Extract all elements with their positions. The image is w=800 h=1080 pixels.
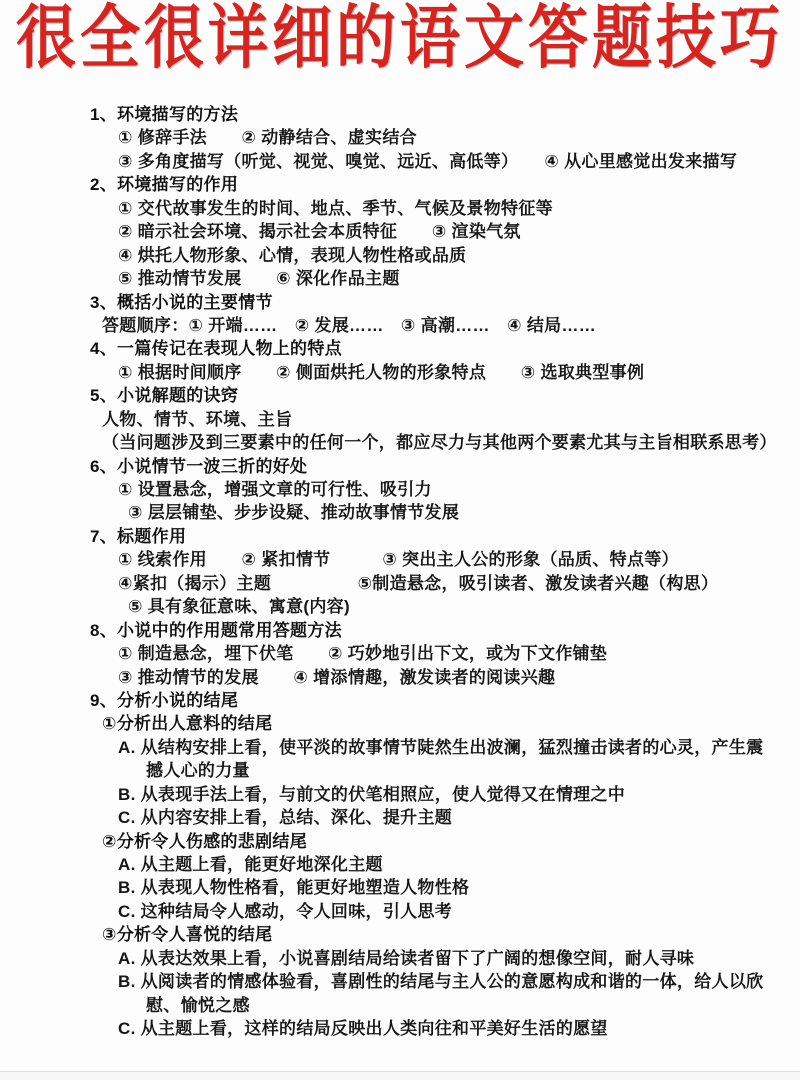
text-line: ① 交代故事发生的时间、地点、季节、气候及景物特征等 [118,198,553,218]
text-line: A. 从表达效果上看，小说喜剧结局给读者留下了广阔的想像空间，耐人寻味 [118,948,695,968]
content [90,103,790,1041]
section-heading: 3、概括小说的主要情节 [90,292,273,312]
text-line: ① 制造悬念，埋下伏笔 ② 巧妙地引出下文，或为下文作铺垫 [118,644,608,664]
text-line: A. 从主题上看，能更好地深化主题 [118,855,383,874]
section-heading: 9、分析小说的结尾 [90,690,239,710]
section [90,103,790,173]
section [90,173,790,290]
text-line: B. 从阅读者的情感体验看，喜剧性的结尾与主人公的意愿构成和谐的一体，给人以欣 [118,972,764,992]
text-line: ⑤ 推动情节发展 ⑥ 深化作品主题 [118,269,400,289]
text-line: ② 暗示社会环境、揭示社会本质特征 ③ 渲染气氛 [118,222,521,242]
section-heading: 7、标题作用 [90,526,187,546]
text-line: ⑤ 具有象征意味、寓意(内容) [128,597,350,617]
section-heading: 8、小说中的作用题常用答题方法 [90,620,342,640]
section [90,455,790,525]
text-line: ③ 推动情节的发展 ④ 增添情趣，激发读者的阅读兴趣 [118,667,556,687]
text-line: ① 设置悬念，增强文章的可行性、吸引力 [118,480,432,499]
text-line: 慰、愉悦之感 [146,995,250,1015]
section-heading: 2、环境描写的作用 [90,175,239,195]
text-line: ③ 多角度描写（听觉、视觉、嗅觉、远近、高低等） ④ 从心里感觉出发来描写 [118,151,738,171]
text-line: C. 从主题上看，这样的结局反映出人类向往和平美好生活的愿望 [118,1019,608,1039]
text-line: C. 从内容安排上看，总结、深化、提升主题 [118,808,453,828]
text-line: A. 从结构安排上看，使平淡的故事情节陡然生出波澜，猛烈撞击读者的心灵，产生震 [118,737,764,757]
text-line: ① 线索作用 ② 紧扣情节 ③ 突出主人公的形象（品质、特点等） [118,550,679,570]
text-line: ③ 层层铺垫、步步设疑、推动故事情节发展 [128,503,460,523]
section-heading: 5、小说解题的诀窍 [90,386,239,406]
section [90,337,790,384]
section [90,689,790,1041]
sub-heading: ②分析令人伤感的悲剧结尾 [102,831,307,851]
text-line: ① 根据时间顺序 ② 侧面烘托人物的形象特点 ③ 选取典型事例 [118,362,645,382]
text-line: ④紧扣（揭示）主题 ⑤制造悬念，吸引读者、激发读者兴趣（构思） [118,573,719,593]
section [90,619,790,689]
sub-heading: ①分析出人意料的结尾 [102,714,273,734]
section [90,384,790,454]
text-line: 人物、情节、环境、主旨 [102,409,293,429]
text-line: B. 从表现人物性格看，能更好地塑造人物性格 [118,878,470,898]
text-line: C. 这种结局令人感动，令人回味，引人思考 [118,901,453,921]
section-heading: 6、小说情节一波三折的好处 [90,456,308,476]
page-title: 很全很详细的语文答题技巧 [16,0,784,76]
section-heading: 4、一篇传记在表现人物上的特点 [90,339,342,359]
section-heading: 1、环境描写的方法 [90,105,239,124]
text-line: 答题顺序：① 开端…… ② 发展…… ③ 高潮…… ④ 结局…… [102,315,597,335]
text-line: B. 从表现手法上看，与前文的伏笔相照应，使人觉得又在情理之中 [118,784,626,804]
text-line: （当问题涉及到三要素中的任何一个，都应尽力与其他两个要素尤其与主旨相联系思考） [102,433,777,453]
text-line: ① 修辞手法 ② 动静结合、虚实结合 [118,128,417,148]
section [90,291,790,338]
sub-heading: ③分析令人喜悦的结尾 [102,925,273,945]
text-line: ④ 烘托人物形象、心情，表现人物性格或品质 [118,245,467,265]
text-line: 撼人心的力量 [146,761,250,781]
section [90,525,790,619]
